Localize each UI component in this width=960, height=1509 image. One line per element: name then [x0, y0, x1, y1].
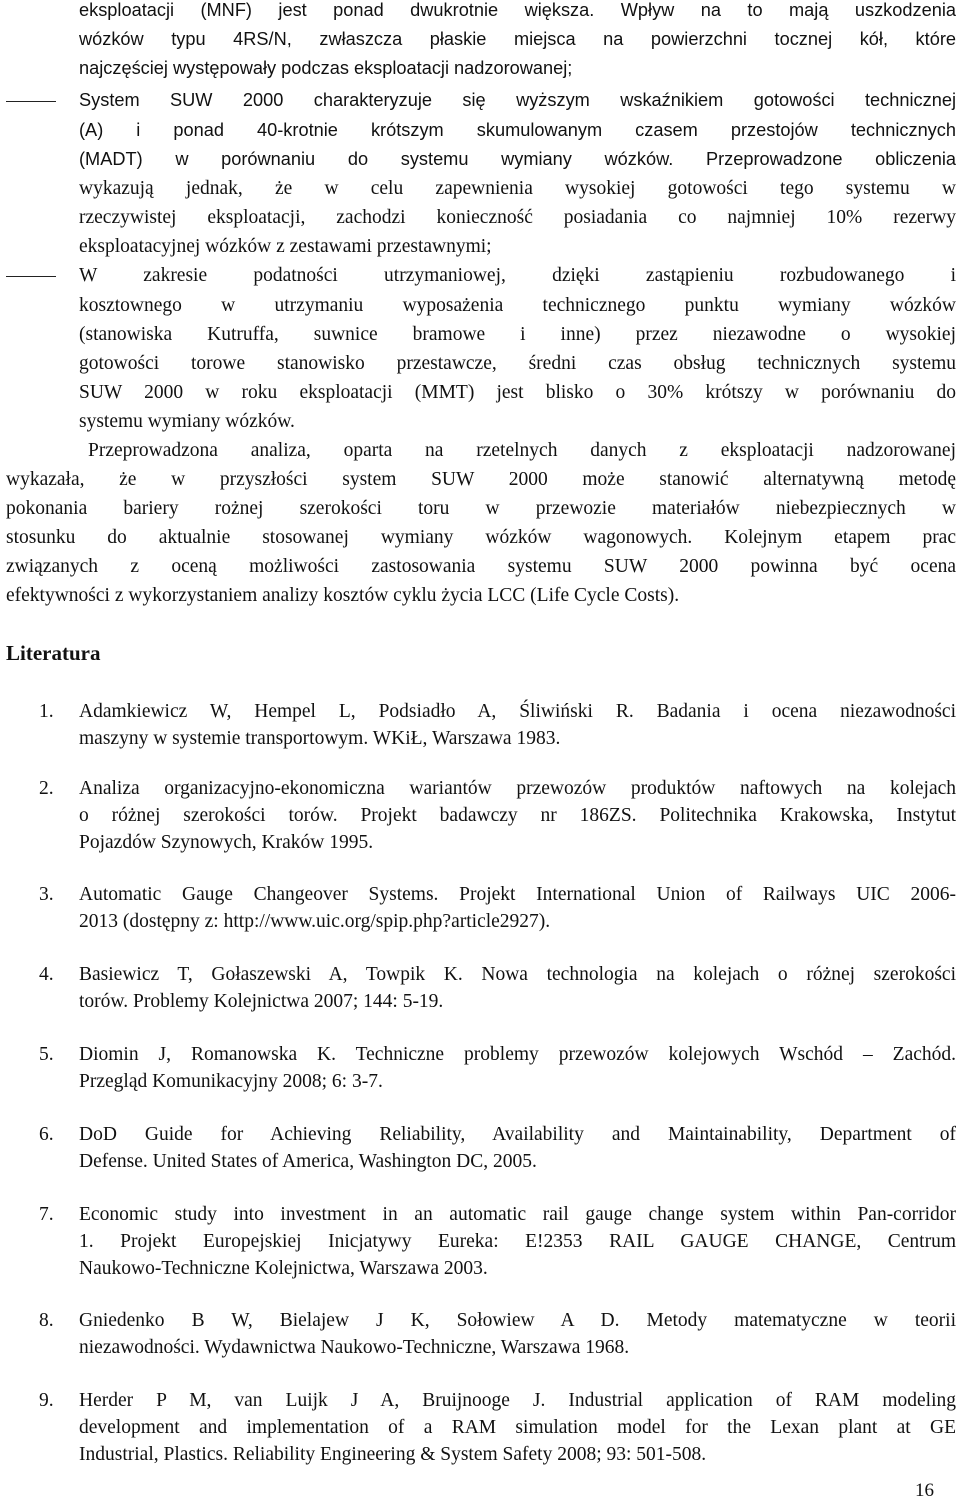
- reference-number: 5.: [39, 1044, 54, 1065]
- reference-line: Herder P M, van Luijk J A, Bruijnooge J. Industrial application of RAM modeling: [79, 1390, 956, 1411]
- reference-line: 1. Projekt Europejskiej Inicjatywy Eureka: E!2353 RAIL GAUGE CHANGE, Centrum: [79, 1231, 956, 1252]
- bullet-line: wykazują jednak, że w celu zapewnienia wysokiej gotowości tego systemu w: [79, 178, 956, 199]
- reference-line: Przegląd Komunikacyjny 2008; 6: 3-7.: [79, 1071, 383, 1092]
- reference-line: niezawodności. Wydawnictwa Naukowo-Techniczne, Warszawa 1968.: [79, 1337, 630, 1358]
- bullet-line: rzeczywistej eksploatacji, zachodzi konieczność posiadania co najmniej 10% rezerwy: [79, 207, 956, 228]
- reference-number: 2.: [39, 778, 54, 799]
- paragraph-line: pokonania bariery rożnej szerokości toru w przewozie materiałów niebezpiecznych w: [6, 498, 956, 519]
- bullet-line: W zakresie podatności utrzymaniowej, dzięki zastąpieniu rozbudowanego i: [79, 265, 956, 286]
- reference-number: 7.: [39, 1204, 54, 1225]
- reference-line: development and implementation of a RAM simulation model for the Lexan plant at GE: [79, 1417, 956, 1438]
- section-heading: Literatura: [6, 641, 101, 665]
- paragraph-line: stosunku do aktualnie stosowanej wymiany wózków wagonowych. Kolejnym etapem prac: [6, 527, 956, 548]
- reference-text: [79, 1041, 956, 1095]
- reference-number: 8.: [39, 1310, 54, 1331]
- body-line: eksploatacji (MNF) jest ponad dwukrotnie większa. Wpływ na to mają uszkodzenia: [79, 0, 956, 20]
- reference-line: Industrial, Plastics. Reliability Engineering & System Safety 2008; 93: 501-508.: [79, 1444, 707, 1465]
- reference-text: [79, 1307, 956, 1361]
- paragraph-line: wykazała, że w przyszłości system SUW 2000 może stanowić alternatywną metodę: [6, 469, 956, 490]
- reference-text: [79, 698, 956, 752]
- reference-line: Pojazdów Szynowych, Kraków 1995.: [79, 832, 374, 853]
- bullet-line: (stanowiska Kutruffa, suwnice bramowe i inne) przez niezawodne o wysokiej: [79, 324, 956, 345]
- reference-number: 9.: [39, 1390, 54, 1411]
- reference-line: Adamkiewicz W, Hempel L, Podsiadło A, Śliwiński R. Badania i ocena niezawodności: [79, 701, 956, 722]
- reference-text: [79, 1387, 956, 1468]
- reference-text: [79, 961, 956, 1015]
- bullet-line: System SUW 2000 charakteryzuje się wyższym wskaźnikiem gotowości technicznej: [79, 90, 956, 110]
- bullet-line: systemu wymiany wózków.: [79, 411, 295, 432]
- reference-line: Basiewicz T, Gołaszewski A, Towpik K. Nowa technologia na kolejach o różnej szerokości: [79, 964, 956, 985]
- reference-text: [79, 1201, 956, 1282]
- reference-line: Diomin J, Romanowska K. Techniczne problemy przewozów kolejowych Wschód – Zachód.: [79, 1044, 956, 1065]
- reference-line: Gniedenko B W, Bielajew J K, Sołowiew A D. Metody matematyczne w teorii: [79, 1310, 956, 1331]
- reference-number: 1.: [39, 701, 54, 722]
- paragraph-line: związanych z oceną możliwości zastosowania systemu SUW 2000 powinna być ocena: [6, 556, 956, 577]
- reference-line: Naukowo-Techniczne Kolejnictwa, Warszawa 2003.: [79, 1258, 488, 1279]
- bullet-line: eksploatacyjnej wózków z zestawami przestawnymi;: [79, 236, 492, 257]
- reference-line: torów. Problemy Kolejnictwa 2007; 144: 5-19.: [79, 991, 444, 1012]
- body-line: wózków typu 4RS/N, zwłaszcza płaskie miejsca na powierzchni tocznej kół, które: [79, 29, 956, 49]
- reference-line: Automatic Gauge Changeover Systems. Projekt International Union of Railways UIC 2006-: [79, 884, 956, 905]
- reference-text: [79, 775, 956, 856]
- bullet-line: gotowości torowe stanowisko przestawcze, średni czas obsług technicznych systemu: [79, 353, 956, 374]
- body-line: najczęściej występowały podczas eksploatacji nadzorowanej;: [79, 58, 573, 78]
- page-number: 16: [915, 1480, 934, 1501]
- reference-line: 2013 (dostępny z: http://www.uic.org/spip.php?article2927).: [79, 911, 551, 932]
- reference-text: [79, 1121, 956, 1175]
- reference-line: maszyny w systemie transportowym. WKiŁ, Warszawa 1983.: [79, 728, 561, 749]
- reference-text: [79, 881, 956, 935]
- reference-line: Analiza organizacyjno-ekonomiczna wariantów przewozów produktów naftowych na kolejach: [79, 778, 956, 799]
- reference-number: 6.: [39, 1124, 54, 1145]
- reference-number: 4.: [39, 964, 54, 985]
- paragraph-line: efektywności z wykorzystaniem analizy kosztów cyklu życia LCC (Life Cycle Costs).: [6, 585, 680, 606]
- reference-line: DoD Guide for Achieving Reliability, Availability and Maintainability, Department of: [79, 1124, 956, 1145]
- bullet-line: SUW 2000 w roku eksploatacji (MMT) jest blisko o 30% krótszy w porównaniu do: [79, 382, 956, 403]
- reference-line: Defense. United States of America, Washington DC, 2005.: [79, 1151, 537, 1172]
- paragraph-line: Przeprowadzona analiza, oparta na rzetelnych danych z eksploatacji nadzorowanej: [88, 440, 956, 461]
- reference-line: o różnej szerokości torów. Projekt badawczy nr 186ZS. Politechnika Krakowska, Instytut: [79, 805, 956, 826]
- bullet-line: kosztownego w utrzymaniu wyposażenia technicznego punktu wymiany wózków: [79, 295, 956, 316]
- reference-number: 3.: [39, 884, 54, 905]
- bullet-line: (A) i ponad 40-krotnie krótszym skumulowanym czasem przestojów technicznych: [79, 120, 956, 140]
- reference-line: Economic study into investment in an automatic rail gauge change system within Pan-corridor: [79, 1204, 956, 1225]
- bullet-line: (MADT) w porównaniu do systemu wymiany wózków. Przeprowadzone obliczenia: [79, 149, 956, 169]
